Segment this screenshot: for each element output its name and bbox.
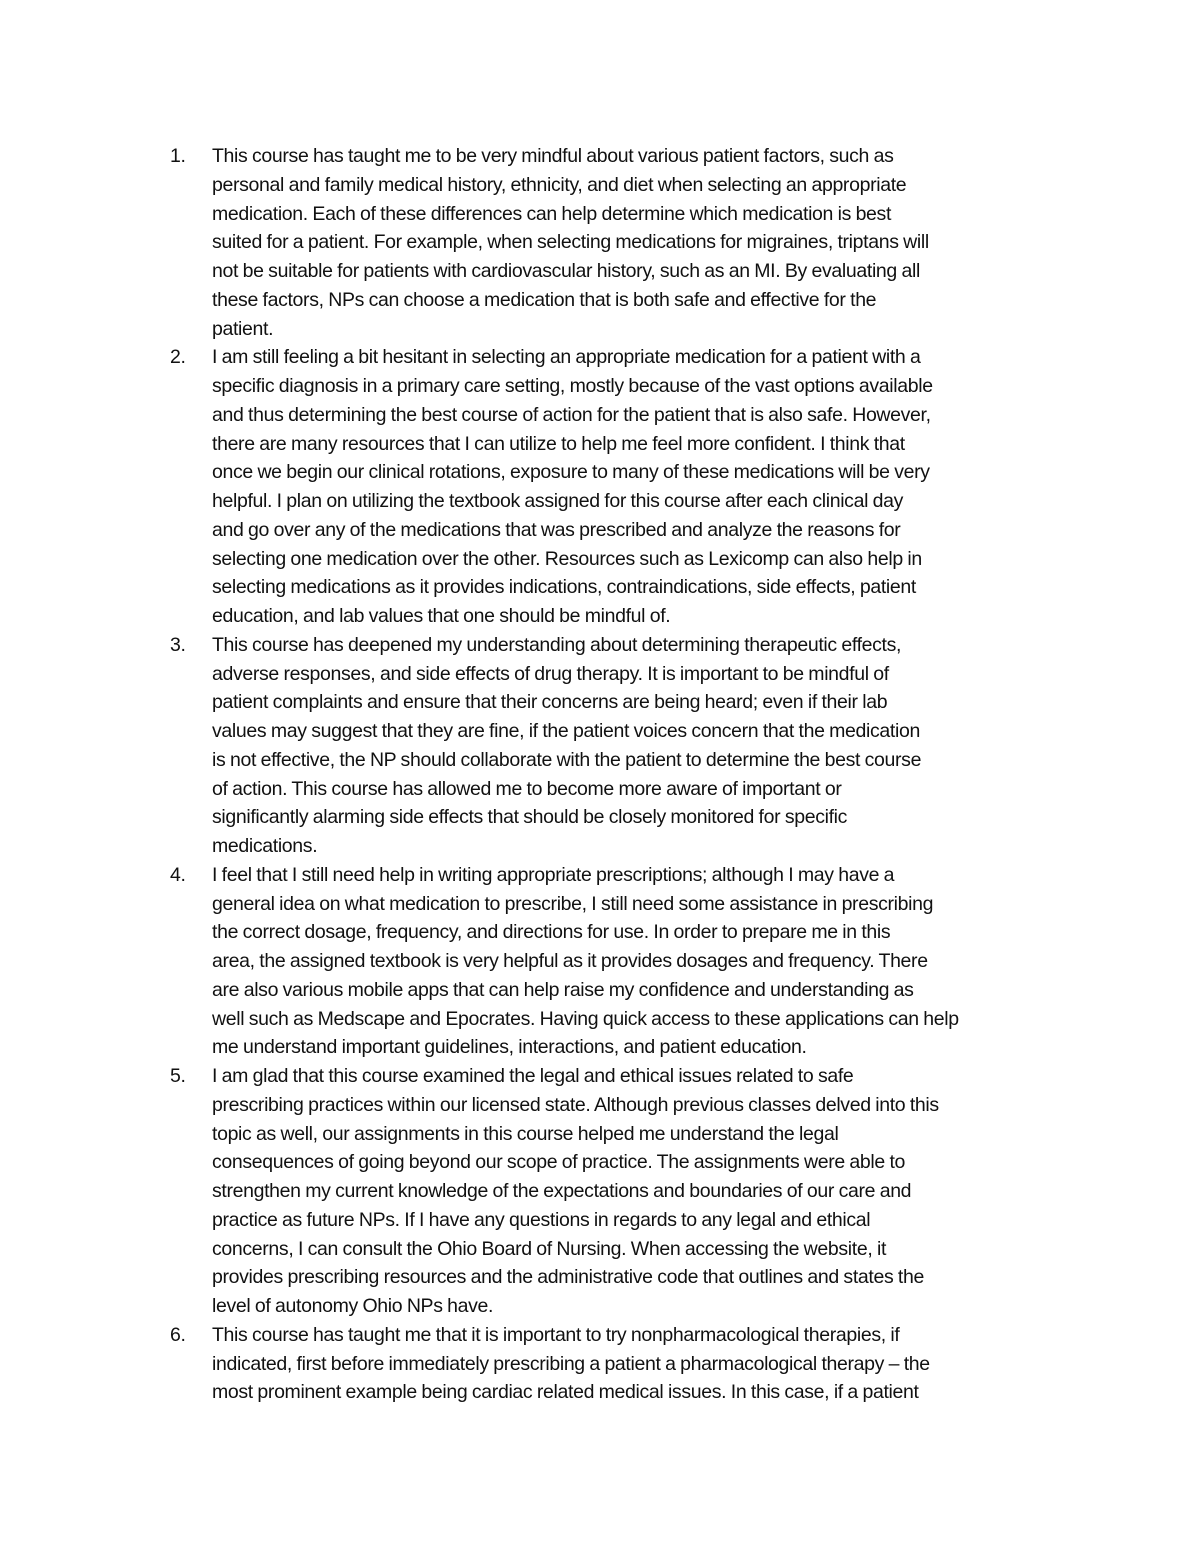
text-line: adverse responses, and side effects of drug therapy. It is important to be mindful of	[212, 662, 889, 685]
text-line: me understand important guidelines, interactions, and patient education.	[212, 1036, 807, 1059]
text-line: topic as well, our assignments in this course helped me understand the legal	[212, 1122, 839, 1145]
text-line: significantly alarming side effects that should be closely monitored for specific	[212, 806, 848, 829]
text-line: area, the assigned textbook is very helpful as it provides dosages and frequency. There	[212, 950, 928, 972]
list-item-6	[170, 1321, 1070, 1407]
text-line: helpful. I plan on utilizing the textbook assigned for this course after each clinical day	[212, 490, 904, 512]
text-line: medications.	[212, 835, 318, 857]
text-line: patient.	[212, 317, 274, 340]
text-line: are also various mobile apps that can help raise my confidence and understanding as	[212, 978, 914, 1001]
text-line: indicated, first before immediately prescribing a patient a pharmacological therapy – the	[212, 1352, 930, 1375]
list-item-2	[170, 343, 1070, 631]
text-line: level of autonomy Ohio NPs have.	[212, 1295, 494, 1317]
text-line: and go over any of the medications that was prescribed and analyze the reasons for	[212, 518, 901, 541]
text-line: most prominent example being cardiac related medical issues. In this case, if a patient	[212, 1381, 919, 1404]
text-line: there are many resources that I can utilize to help me feel more confident. I think that	[212, 432, 905, 455]
list-number: 6.	[170, 1323, 186, 1346]
text-line: personal and family medical history, ethnicity, and diet when selecting an appropriate	[212, 173, 907, 196]
text-line: I am glad that this course examined the legal and ethical issues related to safe	[212, 1065, 854, 1087]
text-line: selecting one medication over the other. Resources such as Lexicomp can also help in	[212, 547, 922, 570]
list-item-5	[170, 1062, 1070, 1321]
text-line: suited for a patient. For example, when selecting medications for migraines, triptans will	[212, 231, 929, 254]
text-line: patient complaints and ensure that their concerns are being heard; even if their lab	[212, 691, 888, 714]
text-line: well such as Medscape and Epocrates. Having quick access to these applications can help	[212, 1007, 959, 1030]
list-number: 4.	[170, 863, 186, 886]
text-line: selecting medications as it provides indications, contraindications, side effects, patient	[212, 576, 916, 599]
text-line: I am still feeling a bit hesitant in selecting an appropriate medication for a patient with a	[212, 346, 921, 369]
text-line: concerns, I can consult the Ohio Board of Nursing. When accessing the website, it	[212, 1237, 887, 1260]
text-line: practice as future NPs. If I have any questions in regards to any legal and ethical	[212, 1208, 871, 1231]
text-line: strengthen my current knowledge of the expectations and boundaries of our care and	[212, 1180, 912, 1202]
text-line: I feel that I still need help in writing appropriate prescriptions; although I may have a	[212, 863, 895, 886]
text-line: is not effective, the NP should collaborate with the patient to determine the best course	[212, 748, 922, 771]
list-number: 2.	[170, 346, 186, 369]
text-line: values may suggest that they are fine, if the patient voices concern that the medication	[212, 720, 920, 742]
text-line: This course has taught me that it is important to try nonpharmacological therapies, if	[212, 1323, 900, 1346]
text-line: of action. This course has allowed me to become more aware of important or	[212, 777, 842, 800]
text-line: provides prescribing resources and the administrative code that outlines and states the	[212, 1266, 924, 1289]
text-line: medication. Each of these differences can help determine which medication is best	[212, 202, 892, 225]
text-line: once we begin our clinical rotations, exposure to many of these medications will be very	[212, 461, 930, 484]
text-line: consequences of going beyond our scope of practice. The assignments were able to	[212, 1151, 906, 1174]
text-line: the correct dosage, frequency, and directions for use. In order to prepare me in this	[212, 921, 891, 944]
text-line: not be suitable for patients with cardiovascular history, such as an MI. By evaluating all	[212, 260, 920, 282]
list-item-4	[170, 861, 1070, 1062]
text-line: specific diagnosis in a primary care setting, mostly because of the vast options available	[212, 375, 933, 397]
text-line: prescribing practices within our licensed state. Although previous classes delved into this	[212, 1093, 939, 1116]
list-number: 5.	[170, 1065, 186, 1087]
text-line: and thus determining the best course of action for the patient that is also safe. However,	[212, 403, 931, 426]
text-line: these factors, NPs can choose a medication that is both safe and effective for the	[212, 288, 877, 311]
list-number: 1.	[170, 145, 186, 167]
text-line: general idea on what medication to prescribe, I still need some assistance in prescribing	[212, 892, 934, 915]
text-line: education, and lab values that one should be mindful of.	[212, 605, 671, 627]
list-item-1	[170, 142, 1070, 343]
list-item-3	[170, 631, 1070, 861]
list-number: 3.	[170, 633, 186, 656]
text-line: This course has deepened my understanding about determining therapeutic effects,	[212, 633, 902, 656]
text-line: This course has taught me to be very mindful about various patient factors, such as	[212, 145, 894, 167]
numbered-list	[170, 142, 1070, 1407]
